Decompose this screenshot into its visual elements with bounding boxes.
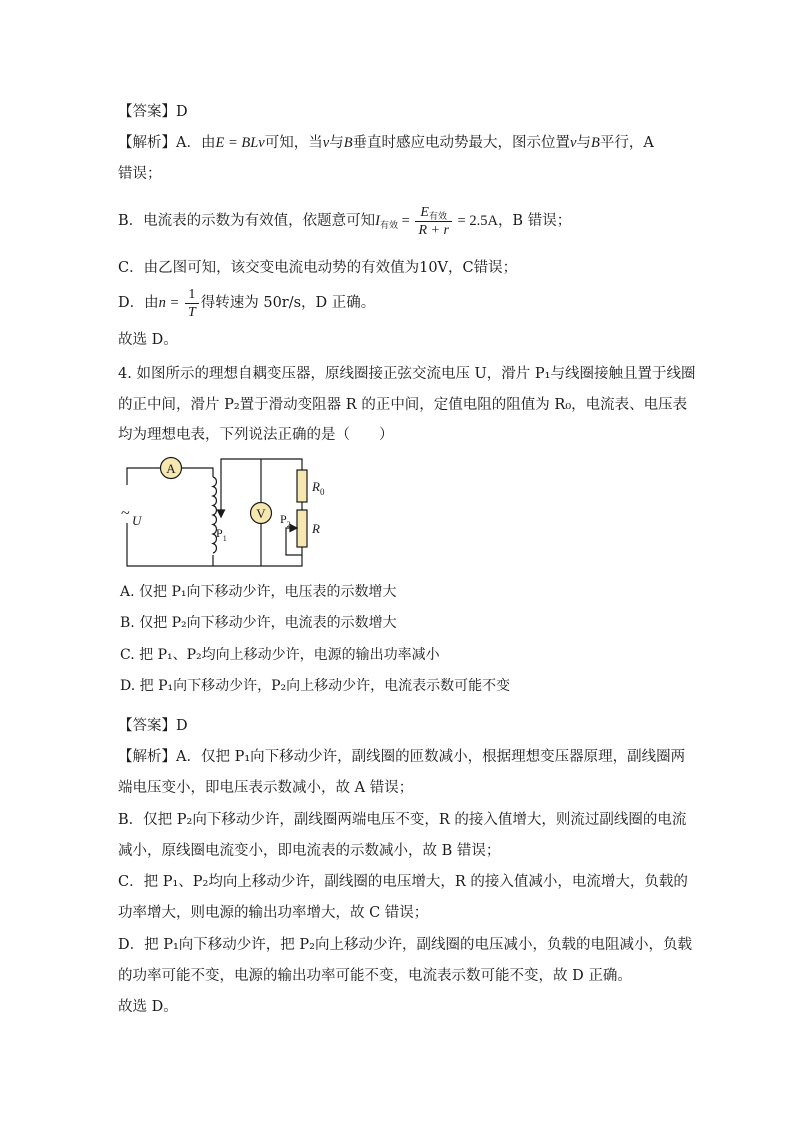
- transformer-circuit-diagram: [120, 455, 330, 570]
- option-c: C. 把 P₁、P₂均向上移动少许，电源的输出功率减小: [120, 647, 440, 663]
- p1-slider-arrow: [218, 510, 225, 517]
- p2-slider-arrow: [290, 525, 297, 532]
- answer-label-2: 【答案】D: [118, 718, 188, 734]
- question4-line3: 均为理想电表，下列说法正确的是（ ）: [118, 427, 394, 443]
- resistor-r0: [297, 470, 307, 502]
- p1-label: $P_1$: [216, 526, 227, 543]
- conclusion-2: 故选 D。: [118, 999, 178, 1015]
- p2-label: $P_2$: [280, 512, 291, 529]
- analysis-a-end: 错误；: [118, 166, 162, 182]
- ac-source-symbol: ~: [121, 505, 130, 522]
- analysis2-line4: 减小，原线圈电流变小，即电流表的示数减小，故 B 错误；: [118, 843, 501, 859]
- analysis2-line2: 端电压变小，即电压表示数减小，故 A 错误；: [118, 780, 414, 796]
- analysis-d-line: D．由n = $\frac{1}{T}$ 得转速为 50r/s，D 正确。: [118, 286, 376, 320]
- analysis-b-line: B．电流表的示数为有效值，依题意可知$I_{有效}$ = $\frac{E_{有效}}{R + r}$ = 2.5A，B 错误；: [118, 204, 572, 238]
- option-b: B. 仅把 P₂向下移动少许，电流表的示数增大: [120, 615, 397, 631]
- primary-wire-top-right: [182, 468, 213, 477]
- analysis-a-line: 【解析】A．由E = BLv可知，当v与B垂直时感应电动势最大，图示位置v与B平行，A: [118, 135, 654, 151]
- answer-label-1: 【答案】D: [118, 104, 188, 120]
- ammeter-label: A: [166, 461, 176, 476]
- analysis2-line3: B．仅把 P₂向下移动少许，副线圈两端电压不变，R 的接入值增大，则流过副线圈的电流: [118, 812, 687, 828]
- analysis2-line8: 的功率可能不变，电源的输出功率可能不变，电流表示数可能不变，故 D 正确。: [118, 968, 632, 984]
- source-voltage-label: U: [132, 513, 142, 528]
- r-label: R: [312, 521, 320, 536]
- secondary-wire-bottom: [213, 547, 302, 566]
- question4-line1: 4. 如图所示的理想自耦变压器，原线圈接正弦交流电压 U，滑片 P₁与线圈接触且置于线圈: [118, 366, 696, 382]
- analysis2-line7: D．把 P₁向下移动少许，把 P₂向上移动少许，副线圈的电压减小，负载的电阻减小，负载: [118, 937, 692, 953]
- analysis-c-line: C．由乙图可知，该交变电流电动势的有效值为10V，C错误；: [118, 260, 518, 276]
- question4-line2: 的正中间，滑片 P₂置于滑动变阻器 R 的正中间，定值电阻的阻值为 R₀，电流表、电压表: [118, 397, 688, 413]
- r0-label: $R_0$: [312, 479, 325, 497]
- p1-slider-wire: [221, 459, 233, 512]
- analysis2-line1: 【解析】A．仅把 P₁向下移动少许，副线圈的匝数减小，根据理想变压器原理，副线圈两: [118, 749, 686, 765]
- primary-wire-bottom: [127, 523, 213, 566]
- period-fraction: $\frac{1}{T}$: [185, 286, 199, 321]
- secondary-wire-top: [233, 459, 302, 470]
- effective-current-fraction: $\frac{E_{有效}}{R + r}$: [415, 204, 451, 239]
- primary-wire-top-left: [127, 468, 160, 485]
- rheostat-r: [297, 510, 307, 547]
- option-a: A. 仅把 P₁向下移动少许，电压表的示数增大: [120, 584, 397, 600]
- analysis2-line6: 功率增大，则电源的输出功率增大，故 C 错误；: [118, 905, 429, 921]
- transformer-coil: [213, 477, 216, 553]
- option-d: D. 把 P₁向下移动少许，P₂向上移动少许，电流表示数可能不变: [120, 678, 511, 694]
- analysis2-line5: C．把 P₁、P₂均向上移动少许，副线圈的电压增大，R 的接入值减小，电流增大，负载的: [118, 874, 688, 890]
- conclusion-1: 故选 D。: [118, 332, 178, 348]
- voltmeter-label: V: [256, 506, 266, 521]
